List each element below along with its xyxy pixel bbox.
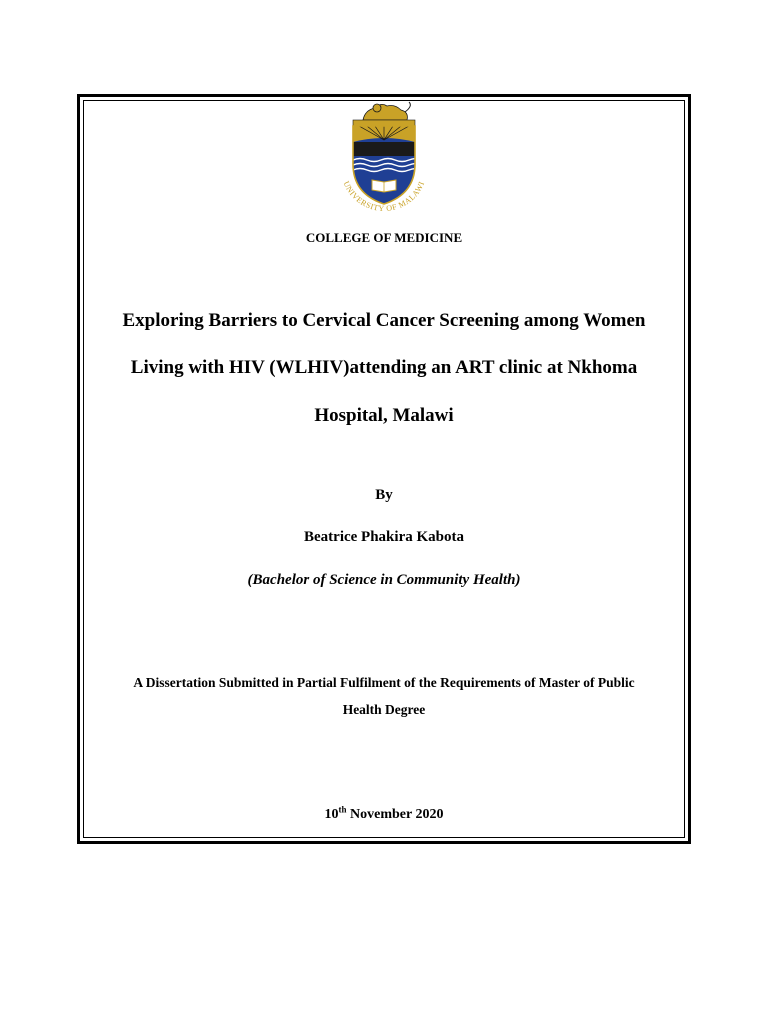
author-name: Beatrice Phakira Kabota (304, 529, 464, 545)
dissertation-statement-line-1: A Dissertation Submitted in Partial Fulfilment of the Requirements of Master of Public (133, 675, 635, 690)
title-line-3: Hospital, Malawi (314, 405, 454, 426)
date-rest: November 2020 (346, 807, 444, 822)
title-line-1: Exploring Barriers to Cervical Cancer Screening among Women (122, 310, 646, 331)
title-line-2: Living with HIV (WLHIV)attending an ART clinic at Nkhoma (130, 357, 638, 378)
dissertation-statement-line-2: Health Degree (342, 702, 426, 717)
date-day: 10 (324, 807, 339, 822)
book-icon (372, 180, 396, 192)
prior-degree: (Bachelor of Science in Community Health) (247, 572, 521, 588)
college-name: COLLEGE OF MEDICINE (305, 230, 463, 245)
by-label: By (375, 487, 393, 503)
university-crest-logo (329, 96, 439, 226)
submission-date (80, 804, 688, 823)
svg-text:UNIVERSITY OF MALAWI: UNIVERSITY OF MALAWI (341, 179, 427, 214)
date-suffix: th (338, 804, 347, 815)
lion-icon (363, 102, 410, 120)
